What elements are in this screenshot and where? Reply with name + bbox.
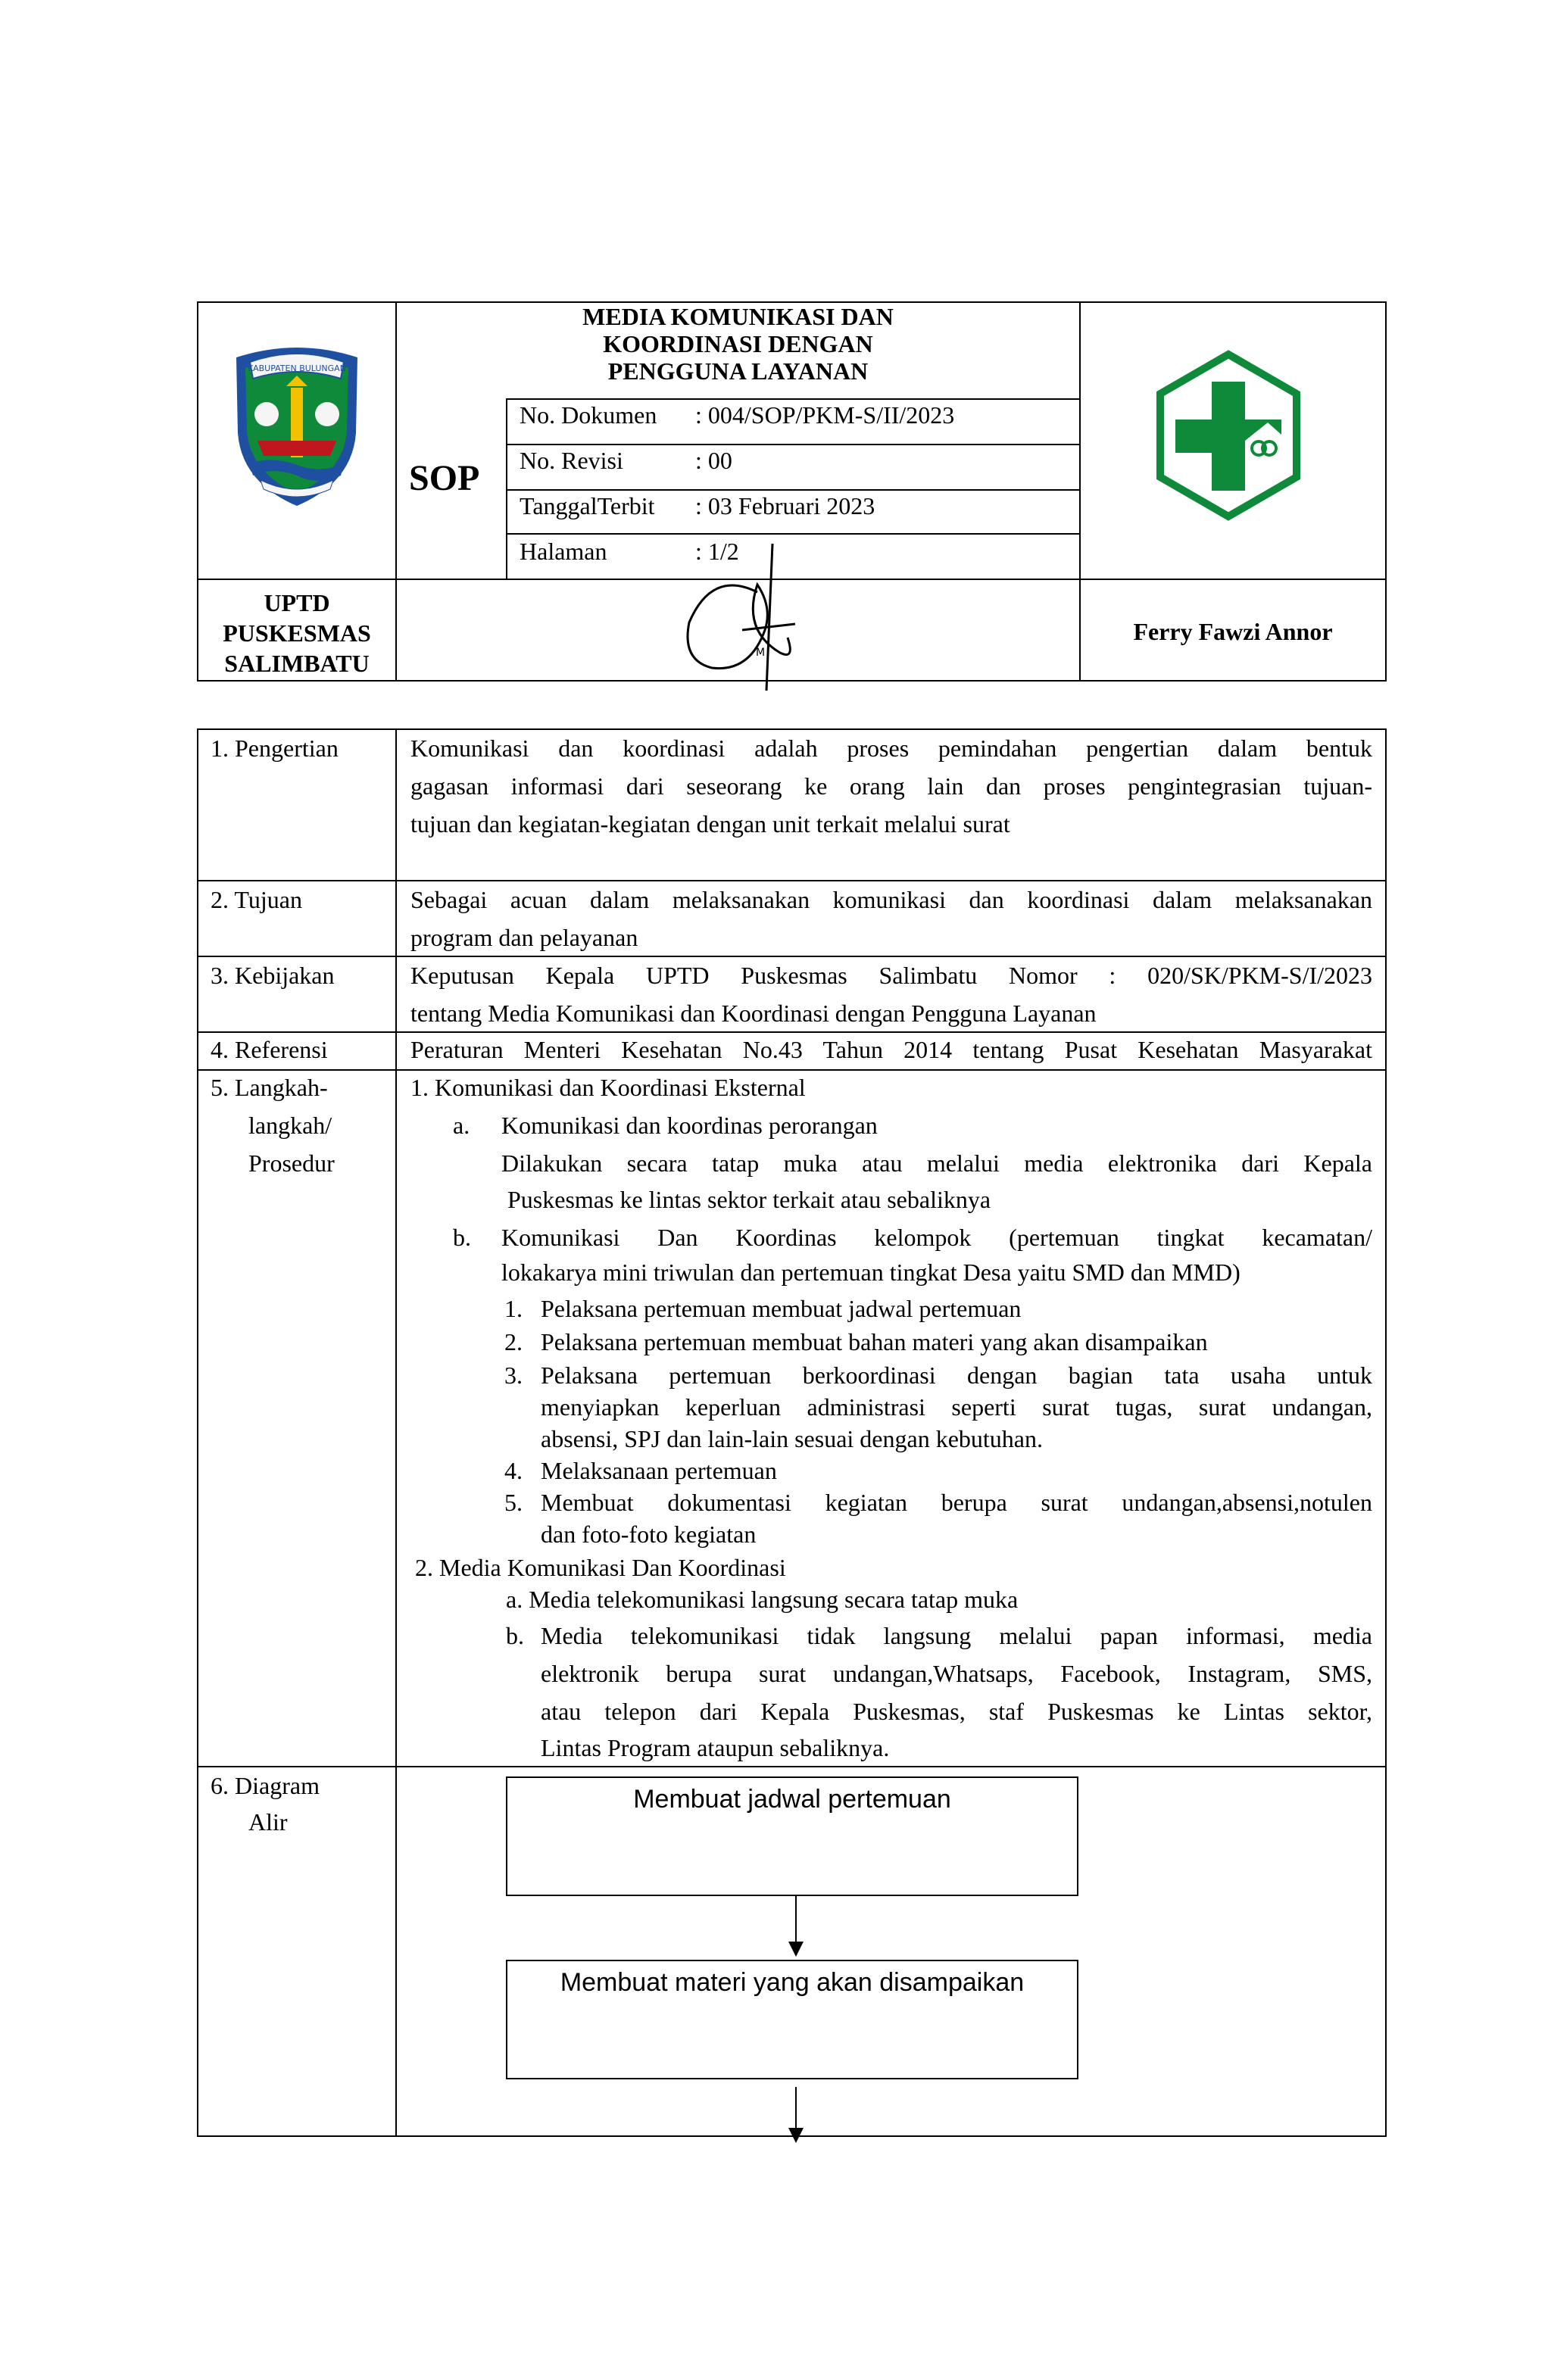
sop-label: SOP <box>409 458 480 498</box>
section-label: Alir <box>248 1808 288 1836</box>
section-label: 5. Langkah- <box>211 1074 328 1101</box>
arrow-down-icon <box>788 1942 804 1957</box>
step-line: Pelaksana pertemuan membuat jadwal pertemuan <box>541 1295 1022 1322</box>
org-line: UPTD <box>264 589 330 616</box>
org-line: SALIMBATU <box>224 650 370 677</box>
meta-label: No. Revisi <box>520 447 623 474</box>
flow-connector <box>795 2087 797 2134</box>
svg-text:M: M <box>756 647 766 659</box>
procedure-line: lokakarya mini triwulan dan pertemuan tingkat Desa yaitu SMD dan MMD) <box>501 1259 1240 1286</box>
section-label: langkah/ <box>248 1112 332 1139</box>
section-line: Komunikasi dan koordinasi adalah proses pemindahan pengertian dalam bentuk <box>410 735 1372 762</box>
section-line: gagasan informasi dari seseorang ke orang lain dan proses pengintegrasian tujuan- <box>410 772 1372 800</box>
title-line: KOORDINASI DENGAN <box>603 330 873 357</box>
org-line: PUSKESMAS <box>223 619 371 647</box>
step-line: dan foto-foto kegiatan <box>541 1521 757 1548</box>
step-number: 2. <box>504 1328 523 1355</box>
procedure-subheading: Komunikasi dan koordinas perorangan <box>501 1112 878 1139</box>
list-marker: a. <box>453 1112 470 1139</box>
section-line: Keputusan Kepala UPTD Puskesmas Salimbatu Nomor : 020/SK/PKM-S/I/2023 <box>410 962 1372 989</box>
section-label: 2. Tujuan <box>211 886 302 913</box>
procedure-line: Dilakukan secara tatap muka atau melalui media elektronika dari Kepala <box>501 1149 1372 1177</box>
flow-box-text: Membuat jadwal pertemuan <box>633 1785 951 1814</box>
section-line: tentang Media Komunikasi dan Koordinasi dengan Pengguna Layanan <box>410 1000 1097 1027</box>
puskesmas-logo <box>1154 350 1303 521</box>
section-line: tujuan dan kegiatan-kegiatan dengan unit terkait melalui surat <box>410 810 1010 838</box>
section-label: 1. Pengertian <box>211 735 339 762</box>
org-name <box>198 588 395 678</box>
meta-value: : 00 <box>695 447 732 474</box>
signature-image <box>666 539 818 698</box>
meta-value: : 004/SOP/PKM-S/II/2023 <box>695 401 955 429</box>
procedure-line: Lintas Program ataupun sebaliknya. <box>541 1734 890 1761</box>
section-label: 6. Diagram <box>211 1772 320 1799</box>
flow-box-text: Membuat materi yang akan disampaikan <box>560 1968 1025 1997</box>
meta-label: Halaman <box>520 538 607 565</box>
step-line: menyiapkan keperluan administrasi seperti surat tugas, surat undangan, <box>541 1393 1372 1421</box>
step-number: 1. <box>504 1295 523 1322</box>
sop-title <box>397 303 1079 385</box>
section-line: Sebagai acuan dalam melaksanakan komunikasi dan koordinasi dalam melaksanakan <box>410 886 1372 913</box>
procedure-line: Komunikasi Dan Koordinas kelompok (pertemuan tingkat kecamatan/ <box>501 1224 1372 1251</box>
step-number: 4. <box>504 1457 523 1484</box>
procedure-heading: 1. Komunikasi dan Koordinasi Eksternal <box>410 1074 806 1101</box>
step-line: Pelaksana pertemuan membuat bahan materi yang akan disampaikan <box>541 1328 1208 1355</box>
meta-label: TanggalTerbit <box>520 492 655 519</box>
step-line: absensi, SPJ dan lain-lain sesuai dengan kebutuhan. <box>541 1425 1043 1452</box>
step-line: Membuat dokumentasi kegiatan berupa surat undangan,absensi,notulen <box>541 1489 1372 1516</box>
procedure-line: elektronik berupa surat undangan,Whatsaps, Facebook, Instagram, SMS, <box>541 1660 1372 1687</box>
flow-box <box>506 1776 1078 1896</box>
procedure-line: Puskesmas ke lintas sektor terkait atau sebaliknya <box>507 1186 991 1213</box>
meta-value: : 1/2 <box>695 538 739 565</box>
section-label: 3. Kebijakan <box>211 962 335 989</box>
procedure-line: a. Media telekomunikasi langsung secara tatap muka <box>506 1586 1019 1613</box>
procedure-heading: 2. Media Komunikasi Dan Koordinasi <box>415 1554 786 1581</box>
meta-value: : 03 Februari 2023 <box>695 492 875 519</box>
meta-label: No. Dokumen <box>520 401 657 429</box>
arrow-down-icon <box>788 2128 804 2143</box>
section-line: Peraturan Menteri Kesehatan No.43 Tahun 2014 tentang Pusat Kesehatan Masyarakat <box>410 1036 1372 1063</box>
procedure-line: Media telekomunikasi tidak langsung melalui papan informasi, media <box>541 1622 1372 1649</box>
step-number: 3. <box>504 1362 523 1389</box>
procedure-line: atau telepon dari Kepala Puskesmas, staf Puskesmas ke Lintas sektor, <box>541 1698 1372 1725</box>
kabupaten-bulungan-logo <box>227 342 367 510</box>
flow-box <box>506 1960 1078 2079</box>
step-line: Melaksanaan pertemuan <box>541 1457 777 1484</box>
logo-banner-text: KABUPATEN BULUNGAN <box>248 363 346 373</box>
title-line: MEDIA KOMUNIKASI DAN <box>582 303 894 330</box>
list-marker: b. <box>453 1224 471 1251</box>
step-number: 5. <box>504 1489 523 1516</box>
section-label: 4. Referensi <box>211 1036 328 1063</box>
flow-connector <box>795 1896 797 1943</box>
list-marker: b. <box>506 1622 524 1649</box>
step-line: Pelaksana pertemuan berkoordinasi dengan bagian tata usaha untuk <box>541 1362 1372 1389</box>
signatory-name: Ferry Fawzi Annor <box>1133 618 1333 645</box>
title-line: PENGGUNA LAYANAN <box>607 357 869 385</box>
section-label: Prosedur <box>248 1149 335 1177</box>
section-line: program dan pelayanan <box>410 924 638 951</box>
